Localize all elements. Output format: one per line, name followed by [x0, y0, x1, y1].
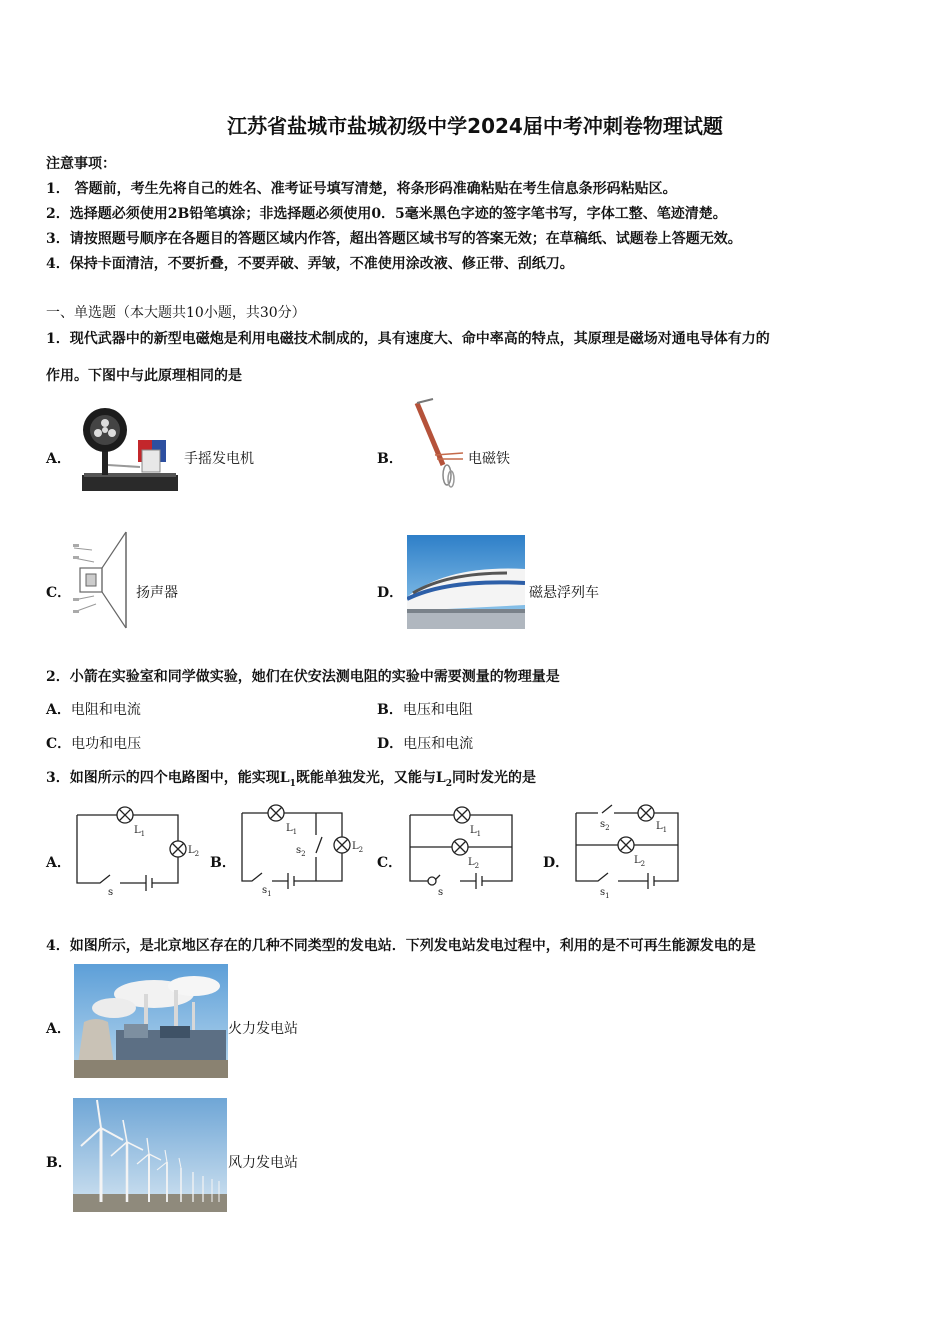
q2-option-a-letter: A．: [46, 702, 71, 718]
q2-option-b-letter: B．: [377, 702, 403, 718]
option-c-label: 扬声器: [136, 585, 178, 601]
wind-power-station-image: [73, 1098, 227, 1212]
q3-stem-part: 既能单独发光，又能与L: [295, 770, 446, 786]
label-s-a: s: [108, 887, 114, 898]
question-3-stem: [46, 767, 536, 789]
section-heading: 一、单选题（本大题共10小题，共30分）: [46, 305, 306, 321]
label-l2-d: $L_2$: [634, 855, 646, 868]
label-l1-b: $L_1$: [286, 823, 298, 836]
option-d-label: 磁悬浮列车: [529, 585, 599, 601]
option-c-letter: C．: [46, 585, 72, 601]
notice-item: 2．选择题必须使用2B铅笔填涂；非选择题必须使用0．5毫米黑色字迹的签字笔书写，字体工整、笔迹清楚。: [46, 206, 727, 222]
label-s2-d: $s_2$: [600, 819, 610, 832]
q3-option-a-letter: A．: [46, 855, 71, 871]
notice-heading: 注意事项：: [46, 156, 116, 172]
q3-option-d-letter: D．: [543, 855, 570, 871]
circuit-a: [77, 807, 186, 891]
option-d-letter: D．: [377, 585, 404, 601]
speaker-image: [72, 528, 134, 632]
q2-option-c: [46, 733, 141, 753]
q2-option-d-letter: D．: [377, 736, 404, 752]
label-l2-c: $L_2$: [468, 857, 480, 870]
notice-item: 4．保持卡面清洁，不要折叠，不要弄破、弄皱，不准使用涂改液、修正带、刮纸刀。: [46, 256, 574, 272]
question-2-stem: 2．小箭在实验室和同学做实验，她们在伏安法测电阻的实验中需要测量的物理量是: [46, 669, 560, 685]
question-1-stem-cont: 作用。下图中与此原理相同的是: [46, 368, 242, 384]
label-s2-b: $s_2$: [296, 845, 306, 858]
q4-option-b-letter: B．: [46, 1155, 72, 1171]
page-title: 江苏省盐城市盐城初级中学2024届中考冲刺卷物理试题: [227, 114, 723, 138]
option-a-letter: A．: [46, 451, 71, 467]
label-l1-c: $L_1$: [470, 825, 482, 838]
circuit-diagrams: [0, 795, 950, 905]
q2-option-a: [46, 699, 141, 719]
option-b-label: 电磁铁: [468, 451, 510, 467]
q2-option-d: [377, 733, 473, 753]
label-l2-a: $L_2$: [188, 845, 200, 858]
label-l1-d: $L_1$: [656, 821, 668, 834]
option-b-letter: B．: [377, 451, 403, 467]
circuit-c: [410, 807, 512, 889]
notice-item: 3．请按照题号顺序在各题目的答题区域内作答，超出答题区域书写的答案无效；在草稿纸、试题卷上答题无效。: [46, 231, 742, 247]
q3-sub: 1: [289, 778, 296, 789]
q3-option-b-letter: B．: [210, 855, 236, 871]
label-s-c: s: [438, 887, 444, 898]
electromagnet-image: [405, 395, 465, 495]
maglev-train-image: [407, 535, 525, 629]
q3-sub: 2: [445, 778, 452, 789]
notice-item: 1． 答题前，考生先将自己的姓名、准考证号填写清楚，将条形码准确粘贴在考生信息条形码粘贴区。: [46, 181, 677, 197]
q2-option-d-text: 电压和电流: [403, 736, 474, 752]
q3-stem-part: 3．如图所示的四个电路图中，能实现L: [46, 770, 290, 786]
hand-generator-image: [80, 405, 180, 495]
circuit-d: [576, 805, 678, 889]
question-4-stem: 4．如图所示，是北京地区存在的几种不同类型的发电站．下列发电站发电过程中，利用的是不可再生能源发电的是: [46, 938, 756, 954]
label-l1-a: $L_1$: [134, 825, 146, 838]
q4-option-a-label: 火力发电站: [228, 1021, 298, 1037]
q2-option-c-letter: C．: [46, 736, 72, 752]
thermal-power-station-image: [74, 964, 228, 1078]
q3-stem-part: 同时发光的是: [451, 770, 536, 786]
q4-option-a-letter: A．: [46, 1021, 71, 1037]
label-l2-b: $L_2$: [352, 841, 364, 854]
q2-option-a-text: 电阻和电流: [70, 702, 141, 718]
question-1-stem: 1．现代武器中的新型电磁炮是利用电磁技术制成的，具有速度大、命中率高的特点，其原理是磁场对通电导体有力的: [46, 331, 770, 347]
q4-option-b-label: 风力发电站: [228, 1155, 298, 1171]
option-a-label: 手摇发电机: [184, 451, 254, 467]
q2-option-b-text: 电压和电阻: [402, 702, 473, 718]
label-s1-b: $s_1$: [262, 885, 272, 898]
q3-option-c-letter: C．: [377, 855, 403, 871]
q2-option-b: [377, 699, 473, 719]
label-s1-d: $s_1$: [600, 887, 610, 900]
q2-option-c-text: 电功和电压: [71, 736, 142, 752]
